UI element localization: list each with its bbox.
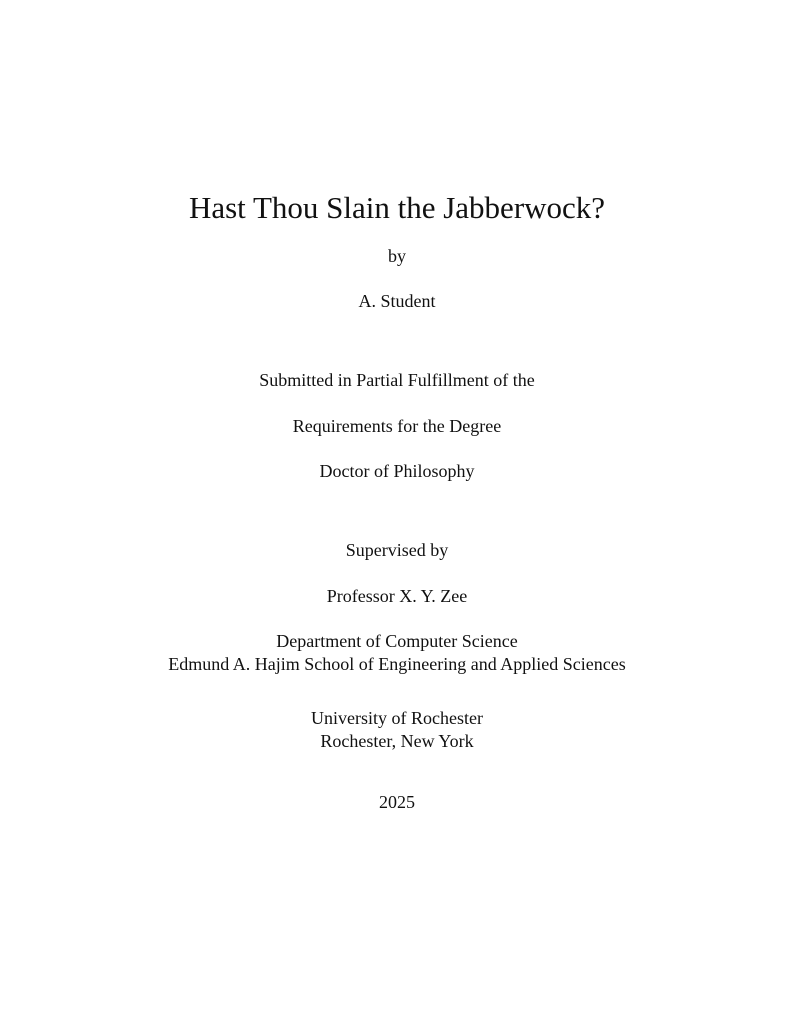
degree-name: Doctor of Philosophy <box>319 461 475 481</box>
author-name: A. Student <box>358 291 436 311</box>
department-name: Department of Computer Science <box>276 631 518 651</box>
university-name: University of Rochester <box>311 708 483 728</box>
submission-year: 2025 <box>379 792 415 812</box>
university-location: Rochester, New York <box>320 731 474 751</box>
school-name: Edmund A. Hajim School of Engineering and Applied Sciences <box>168 654 626 674</box>
submission-line-2: Requirements for the Degree <box>292 416 502 436</box>
submission-line-1: Submitted in Partial Fulfillment of the <box>259 370 535 390</box>
by-label: by <box>388 246 406 266</box>
advisor-name: Professor X. Y. Zee <box>326 586 468 606</box>
thesis-title: Hast Thou Slain the Jabberwock? <box>188 190 606 225</box>
supervised-by-label: Supervised by <box>345 540 449 560</box>
